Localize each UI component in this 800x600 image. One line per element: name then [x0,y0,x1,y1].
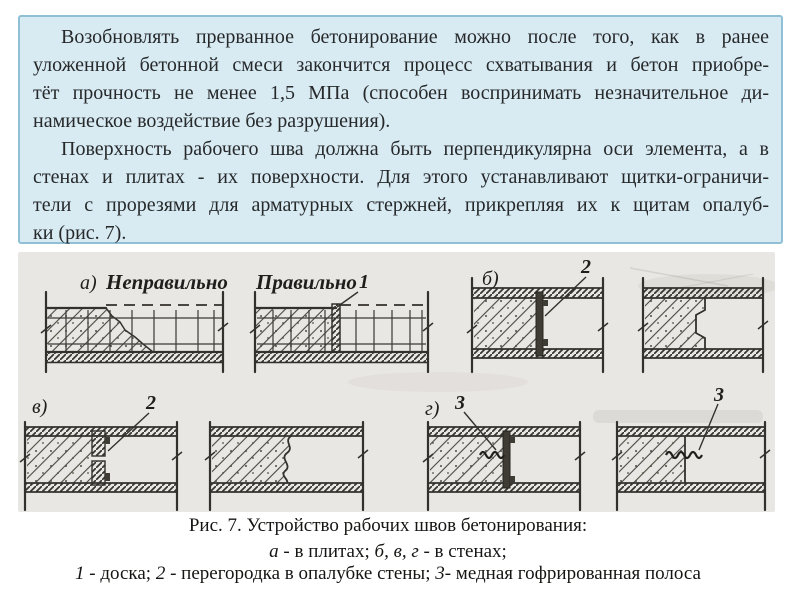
formwork-strip [46,353,223,362]
label-wrong: Неправильно [106,270,228,294]
wall-v2-diagram [205,422,368,510]
figure-7-drawing [18,252,775,512]
wall-g1-diagram [423,412,585,510]
slab-wrong-diagram [41,292,228,372]
text-line: намическое воздействие без разрушения). [33,110,391,132]
caption-part: 2 [155,563,166,584]
figure-caption [8,515,768,585]
figure-scan [18,252,775,512]
caption-part: 3 [435,563,445,584]
label-g: г) [425,398,440,420]
text-line: ки (рис. 7). [33,222,127,244]
caption-part: - медная гофрированная полоса [444,563,701,584]
label-a: а) [80,272,97,294]
text-line: Поверхность рабочего шва должна быть перпендикулярна оси элемента, а в [61,138,769,160]
joint-partition [536,292,543,356]
joint-partition [92,431,105,456]
formwork-strip [210,483,363,492]
slab-correct-diagram [250,292,433,372]
caption-part: б, в, г [374,541,419,562]
label-3: 3 [455,392,465,414]
caption-part: - перегородка в опалубке стены; [165,563,436,584]
caption-line [8,563,768,585]
label-3: 3 [714,384,724,406]
caption-part: а [269,541,279,562]
stop-board [332,304,340,352]
caption-part: 1 [75,563,85,584]
text-line: стенах и плитах - их поверхности. Для этого устанавливают щитки-ограничи- [33,166,769,188]
joint-partition [92,461,105,485]
text-line: тели с прорезями для арматурных стержней, прикрепляя их к щитам опалуб- [33,194,769,216]
wall-b2-diagram [638,278,768,372]
wall-b1-diagram [467,277,608,372]
label-b: б) [482,268,499,290]
label-correct: Правильно [256,270,357,294]
label-1: 1 [359,271,369,293]
formwork-strip [617,427,765,436]
caption-line [8,541,768,563]
wall-v1-diagram [20,413,182,510]
text-line: уложенной бетонной смеси закончится процесс схватывания и бетон приобре- [33,54,769,76]
label-2: 2 [581,256,591,278]
caption-part: - в плитах; [278,541,375,562]
info-box [18,15,783,244]
joint-partition [503,431,510,488]
text-line: тёт прочность не менее 1,5 МПа (способен воспринимать незначительное ди- [33,82,769,104]
caption-part: - доска; [84,563,156,584]
formwork-strip [255,353,428,362]
text-line: Возобновлять прерванное бетонирование можно после того, как в ранее [61,26,769,48]
caption-line: Рис. 7. Устройство рабочих швов бетонирования: [188,515,588,536]
label-v: в) [32,396,48,418]
formwork-strip [210,427,363,436]
label-2: 2 [146,392,156,414]
formwork-strip [643,288,763,298]
caption-part: - в стенах; [418,541,507,562]
formwork-strip [617,483,765,492]
formwork-strip [643,349,763,358]
